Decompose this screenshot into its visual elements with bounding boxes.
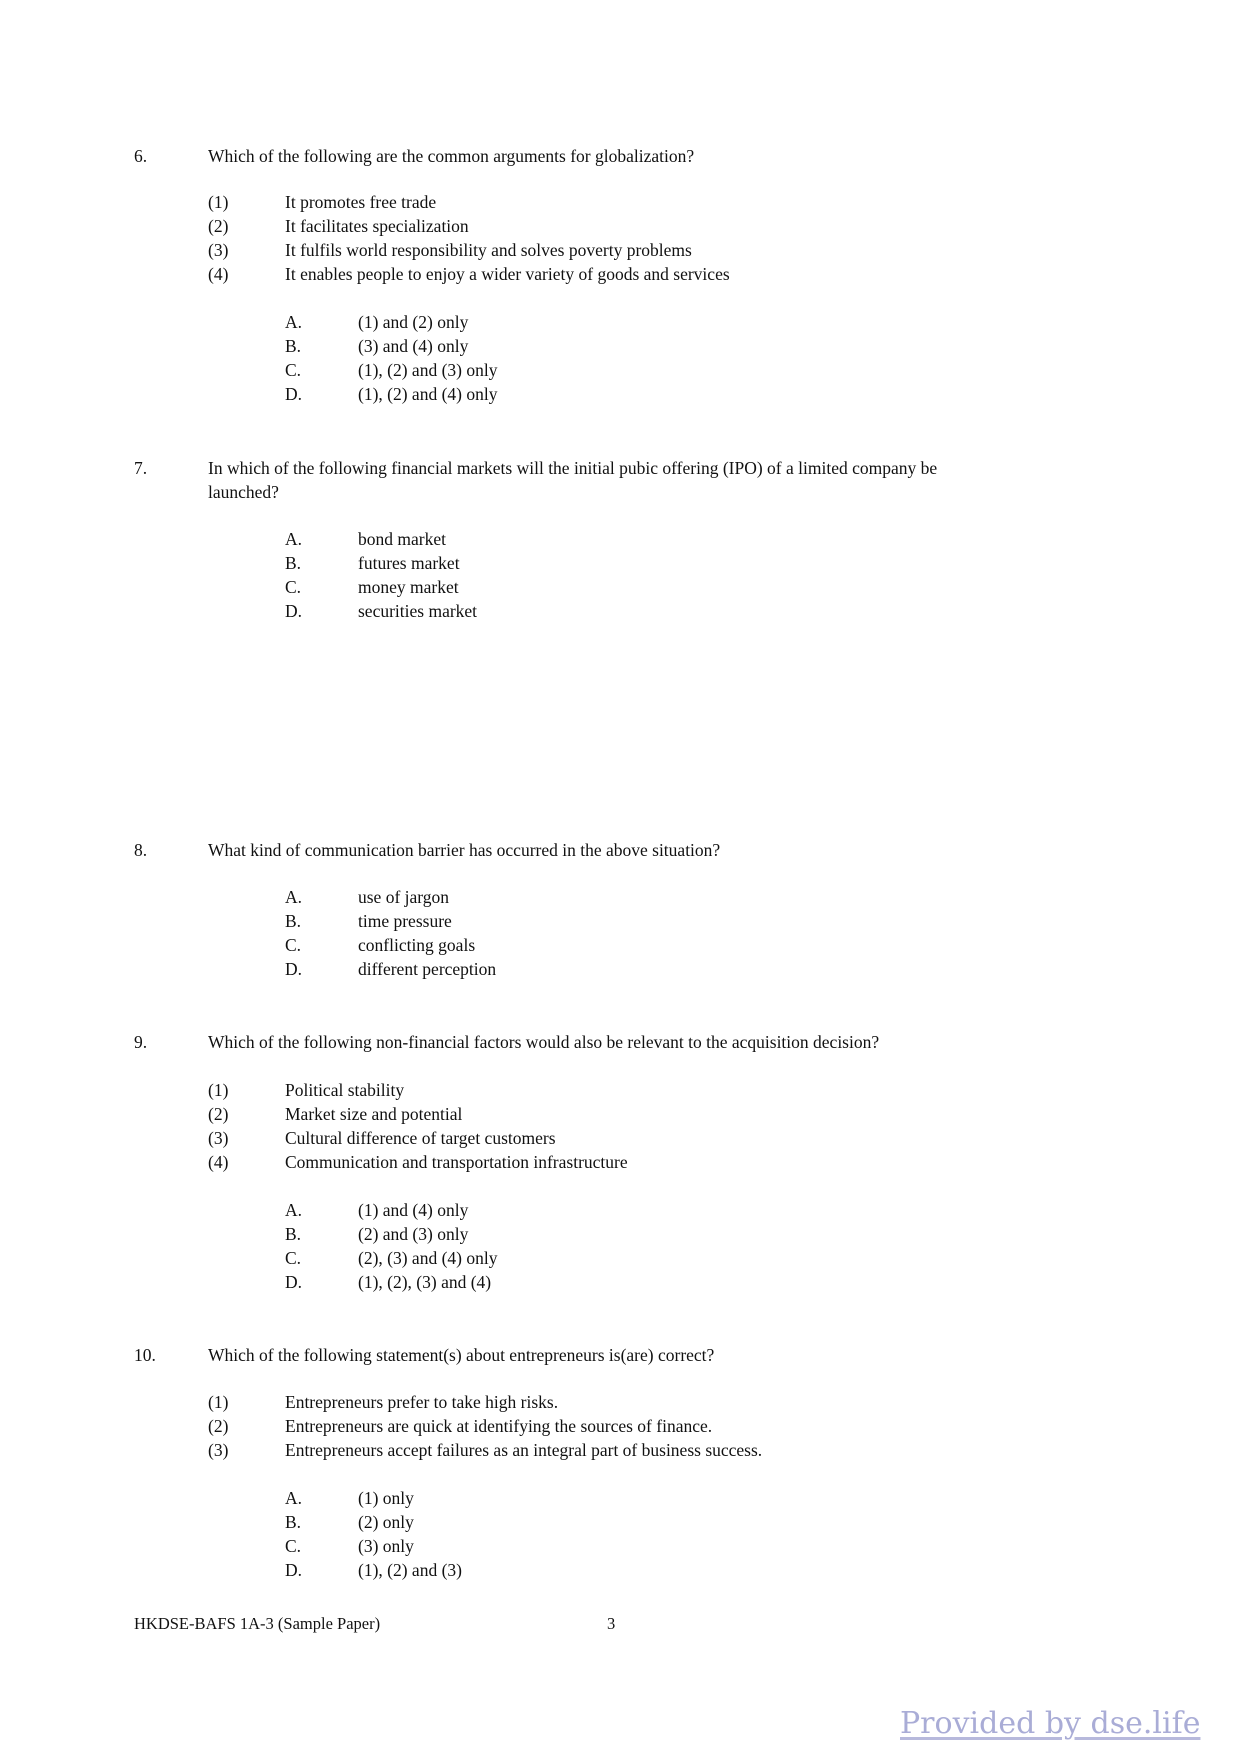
option-letter: A. — [285, 529, 303, 549]
question-text-continued: launched? — [208, 482, 279, 502]
option-letter: B. — [285, 1224, 302, 1244]
option-text: (1) and (4) only — [358, 1200, 469, 1220]
option-letter: D. — [285, 1560, 303, 1580]
option-text: (1) only — [358, 1488, 414, 1508]
statement-text: It fulfils world responsibility and solves poverty problems — [285, 240, 692, 260]
option-text: (1), (2), (3) and (4) — [358, 1272, 492, 1292]
statement-number: (1) — [208, 192, 229, 212]
statement-number: (2) — [208, 216, 229, 236]
statement-number: (4) — [208, 1152, 229, 1172]
paper-code: HKDSE-BAFS 1A-3 (Sample Paper) — [134, 1614, 381, 1633]
option-letter: A. — [285, 1488, 303, 1508]
option-letter: B. — [285, 1512, 302, 1532]
question-text: Which of the following statement(s) about entrepreneurs is(are) correct? — [208, 1345, 715, 1365]
option-letter: D. — [285, 384, 303, 404]
option-text: bond market — [358, 529, 446, 549]
statement-number: (3) — [208, 1128, 229, 1148]
option-letter: C. — [285, 577, 302, 597]
statement-text: It enables people to enjoy a wider variety of goods and services — [285, 264, 730, 284]
statement-text: Entrepreneurs prefer to take high risks. — [285, 1392, 559, 1412]
option-letter: D. — [285, 959, 303, 979]
option-text: conflicting goals — [358, 935, 476, 955]
question-number: 9. — [134, 1032, 148, 1052]
statement-text: Entrepreneurs are quick at identifying the sources of finance. — [285, 1416, 713, 1436]
option-letter: C. — [285, 360, 302, 380]
statement-text: It promotes free trade — [285, 192, 437, 212]
option-text: (1), (2) and (3) — [358, 1560, 462, 1580]
statement-text: Entrepreneurs accept failures as an integral part of business success. — [285, 1440, 763, 1460]
statement-number: (1) — [208, 1080, 229, 1100]
statement-text: Market size and potential — [285, 1104, 463, 1124]
option-letter: B. — [285, 336, 302, 356]
option-letter: B. — [285, 911, 302, 931]
statement-text: It facilitates specialization — [285, 216, 469, 236]
statement-text: Communication and transportation infrastructure — [285, 1152, 628, 1172]
option-text: securities market — [358, 601, 478, 621]
question-text: In which of the following financial markets will the initial pubic offering (IPO) of a limited company be — [208, 458, 938, 478]
option-letter: C. — [285, 935, 302, 955]
question-number: 7. — [134, 458, 148, 478]
option-letter: D. — [285, 1272, 303, 1292]
option-text: (1), (2) and (4) only — [358, 384, 498, 404]
statement-number: (3) — [208, 240, 229, 260]
question-text: Which of the following non-financial factors would also be relevant to the acquisition decision? — [208, 1032, 880, 1052]
question-text: What kind of communication barrier has occurred in the above situation? — [208, 840, 721, 860]
option-letter: A. — [285, 312, 303, 332]
watermark-link[interactable]: Provided by dse.life — [900, 1706, 1201, 1741]
question-number: 8. — [134, 840, 148, 860]
option-text: (3) and (4) only — [358, 336, 469, 356]
statement-number: (1) — [208, 1392, 229, 1412]
option-letter: D. — [285, 601, 303, 621]
option-text: (3) only — [358, 1536, 414, 1556]
option-letter: A. — [285, 1200, 303, 1220]
page-number: 3 — [607, 1614, 616, 1633]
statement-text: Cultural difference of target customers — [285, 1128, 556, 1148]
question-text: Which of the following are the common arguments for globalization? — [208, 146, 695, 166]
statement-number: (4) — [208, 264, 229, 284]
question-number: 10. — [134, 1345, 156, 1365]
option-text: (2) and (3) only — [358, 1224, 469, 1244]
option-text: money market — [358, 577, 459, 597]
option-text: (1) and (2) only — [358, 312, 469, 332]
option-text: (2), (3) and (4) only — [358, 1248, 498, 1268]
option-text: (1), (2) and (3) only — [358, 360, 498, 380]
option-text: different perception — [358, 959, 497, 979]
option-letter: B. — [285, 553, 302, 573]
statement-number: (3) — [208, 1440, 229, 1460]
question-number: 6. — [134, 146, 148, 166]
option-text: futures market — [358, 553, 460, 573]
option-letter: C. — [285, 1536, 302, 1556]
option-text: time pressure — [358, 911, 452, 931]
option-letter: A. — [285, 887, 303, 907]
statement-number: (2) — [208, 1416, 229, 1436]
statement-text: Political stability — [285, 1080, 405, 1100]
option-text: (2) only — [358, 1512, 414, 1532]
option-text: use of jargon — [358, 887, 450, 907]
statement-number: (2) — [208, 1104, 229, 1124]
option-letter: C. — [285, 1248, 302, 1268]
